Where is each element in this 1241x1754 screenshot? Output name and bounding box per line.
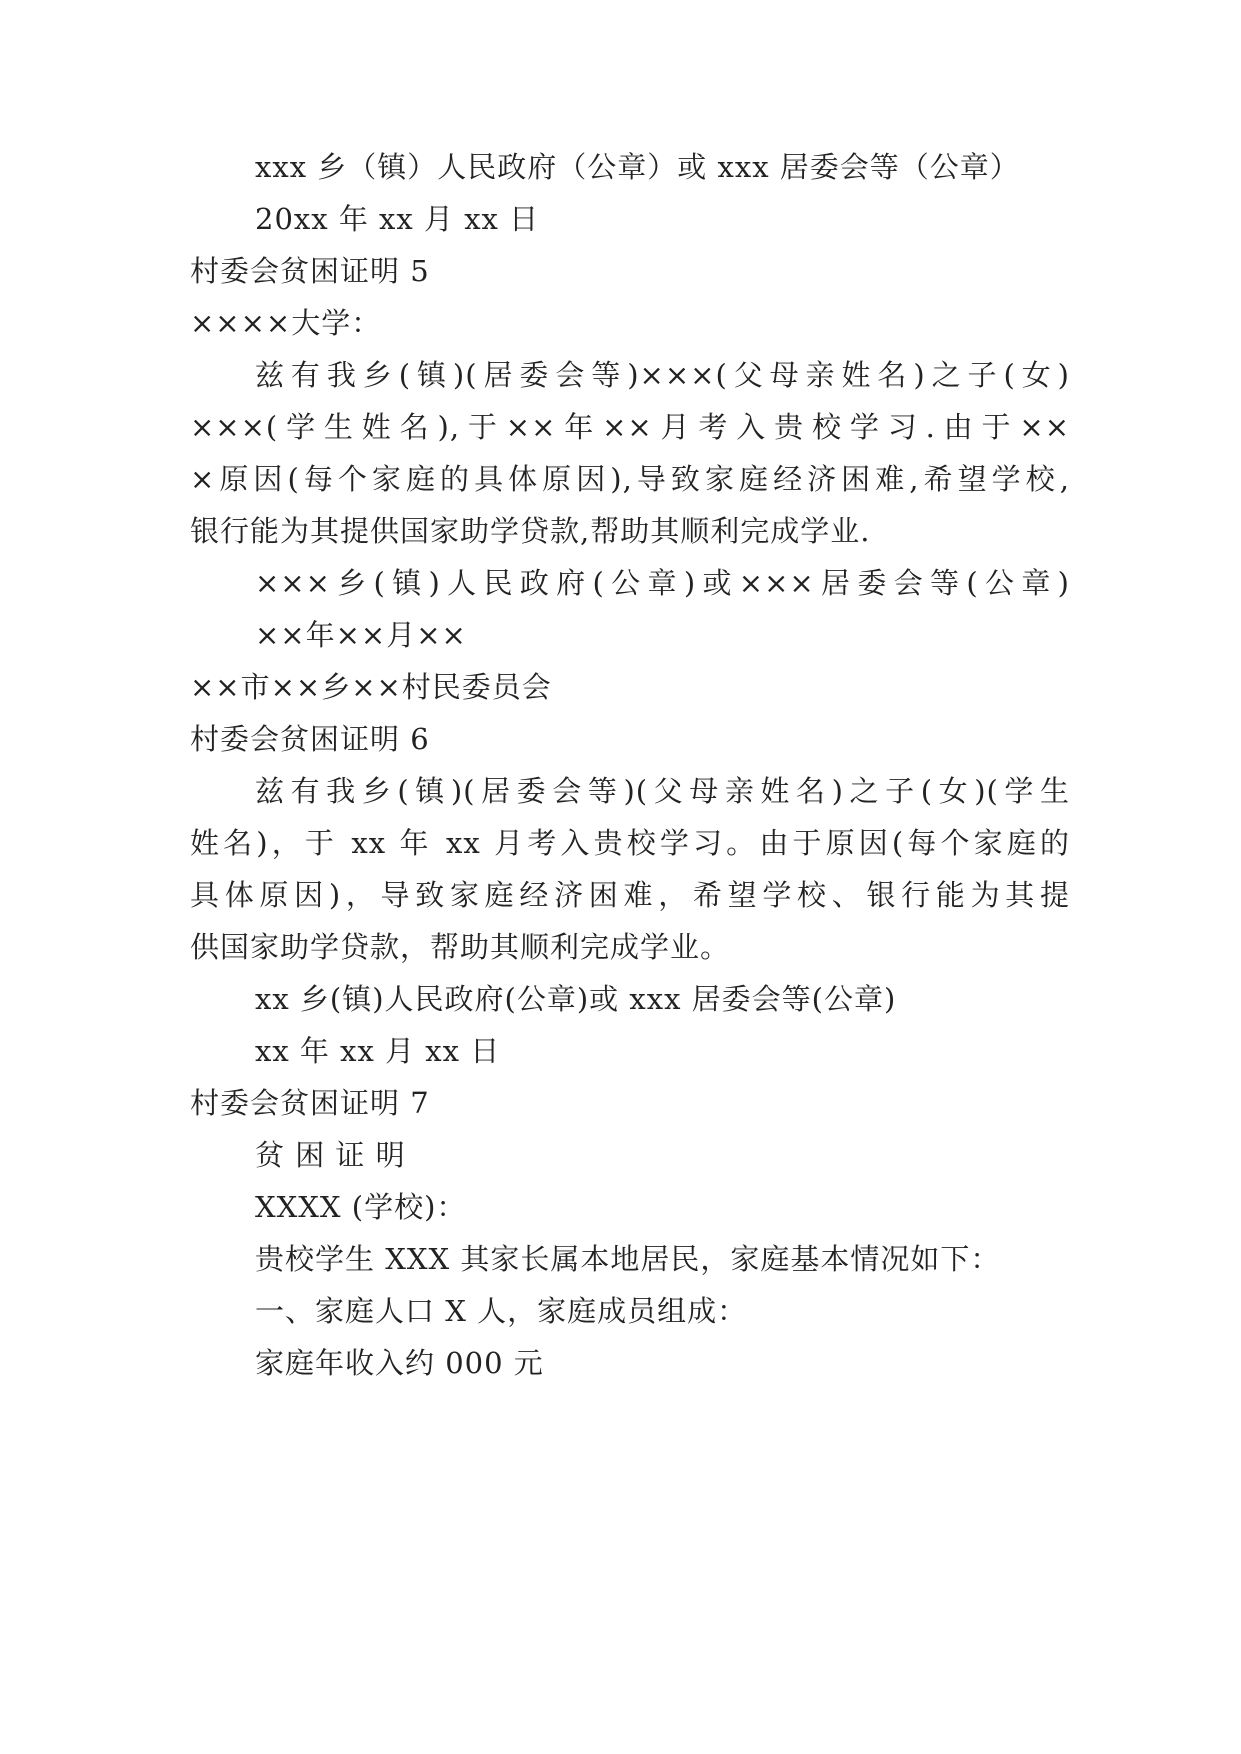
body-line-7-3: 家庭年收入约 000 元 <box>255 1346 544 1380</box>
date-line-4: 20xx 年 xx 月 xx 日 <box>255 202 540 236</box>
section-title-6: 村委会贫困证明 6 <box>190 722 430 756</box>
section-title-7: 村委会贫困证明 7 <box>190 1086 430 1120</box>
salutation-5: ××××大学： <box>190 306 382 340</box>
certificate-heading-7: 贫 困 证 明 <box>255 1138 406 1172</box>
salutation-7: XXXX (学校)： <box>255 1190 467 1224</box>
body-line-6-4: 供国家助学贷款，帮助其顺利完成学业。 <box>190 930 731 964</box>
section-title-5: 村委会贫困证明 5 <box>190 254 430 288</box>
body-line-7-1: 贵校学生 XXX 其家长属本地居民，家庭基本情况如下： <box>255 1242 1001 1276</box>
body-line-5-1: 兹有我乡(镇)(居委会等)×××(父母亲姓名)之子(女) <box>255 358 1070 392</box>
body-line-7-2: 一、家庭人口 X 人，家庭成员组成： <box>255 1294 748 1328</box>
date-line-5: ××年××月×× <box>255 618 467 652</box>
body-line-6-1: 兹有我乡(镇)(居委会等)(父母亲姓名)之子(女)(学生 <box>255 774 1070 808</box>
body-line-5-2: ×××(学生姓名),于××年××月考入贵校学习.由于×× <box>190 410 1070 444</box>
body-line-6-2: 姓名)，于 xx 年 xx 月考入贵校学习。由于原因(每个家庭的 <box>190 826 1070 860</box>
body-line-6-3: 具体原因)，导致家庭经济困难，希望学校、银行能为其提 <box>190 878 1070 912</box>
body-line-5-4: 银行能为其提供国家助学贷款,帮助其顺利完成学业. <box>190 514 871 548</box>
issuer-line-5: ××市××乡××村民委员会 <box>190 670 552 704</box>
body-line-5-3: ×原因(每个家庭的具体原因),导致家庭经济困难,希望学校, <box>190 462 1070 496</box>
stamp-line-6: xx 乡(镇)人民政府(公章)或 xxx 居委会等(公章) <box>255 982 897 1016</box>
stamp-line-4: xxx 乡（镇）人民政府（公章）或 xxx 居委会等（公章） <box>255 150 1020 184</box>
date-line-6: xx 年 xx 月 xx 日 <box>255 1034 501 1068</box>
stamp-line-5: ×××乡(镇)人民政府(公章)或×××居委会等(公章) <box>255 566 1070 600</box>
